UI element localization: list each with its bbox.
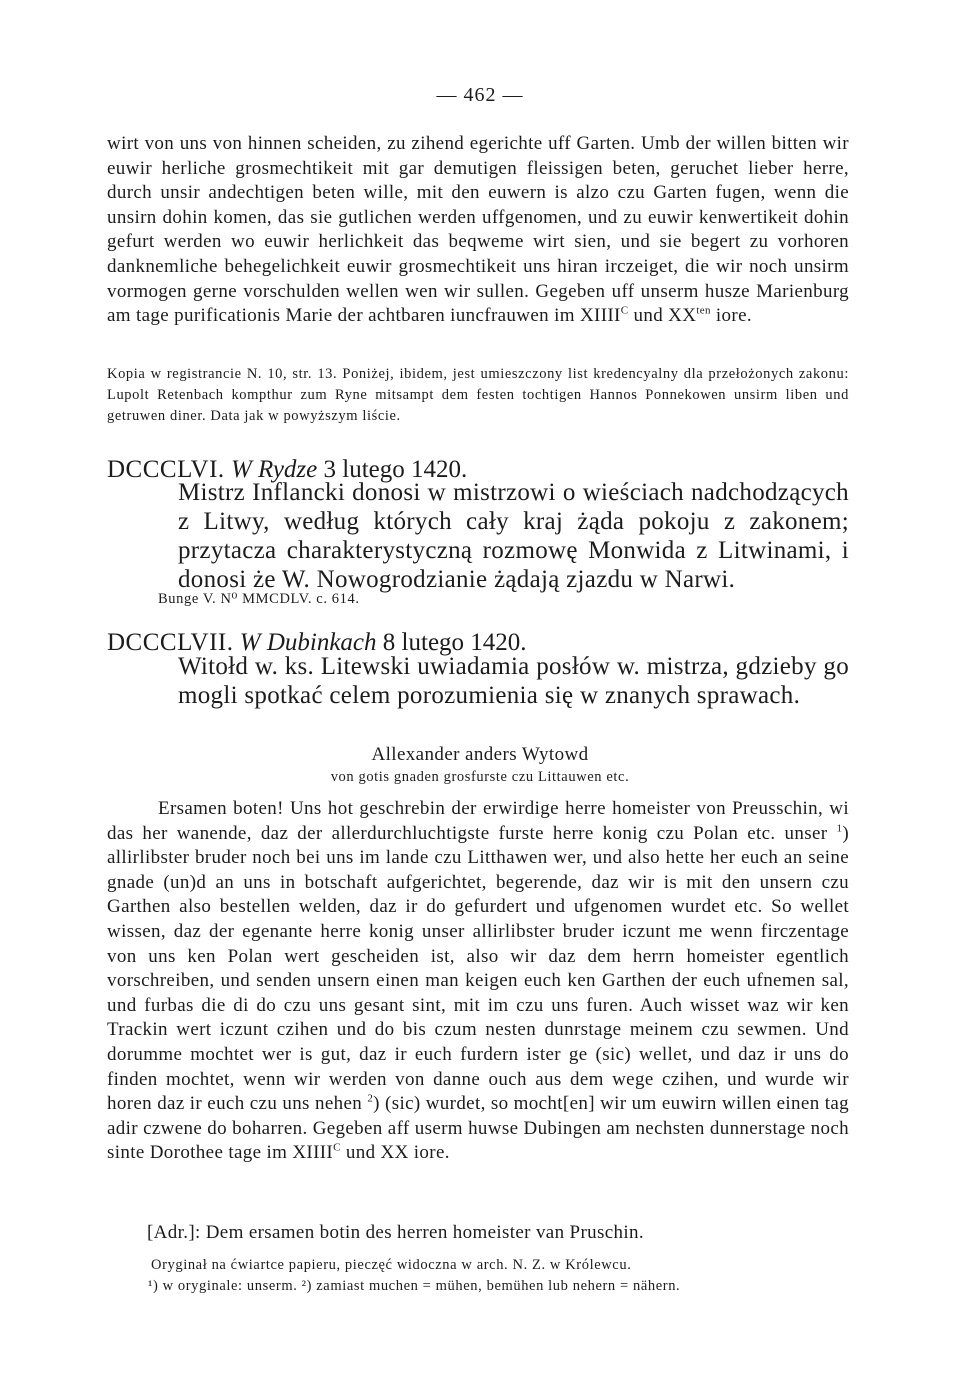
letter-body-text: Ersamen boten! Uns hot geschrebin der erwirdige herre homeister von Preusschin, wi das her wanende, daz der allerdurchluchtigste furste herre konig czu Polan etc. unser [107,798,849,844]
archival-note: Oryginał na ćwiartce papieru, pieczęć widoczna w arch. N. Z. w Królewcu. [151,1257,632,1273]
footnote-marker: 2 [367,1092,374,1105]
letter-continuation [107,132,849,329]
letter-continuation-text: wirt von uns von hinnen scheiden, zu zihend egerichte uff Garten. Umb der willen bitten wir euwir herliche grosmechtikeit mit gar demutigen fleissigen beten, geruchet lieber herre, durch unsir andechtigen beten wille, mit den euwern is alzo czu Garten fugen, wenn die unsirn dohin komen, das sie gutlichen werden uffgenomen, und zu euwir kenwertikeit dohin gefurt werden wo euwir herlichkeit das beqweme wirt sien, und sie begert zu vorhoren danknemliche behegelichkeit euwir grosmechtikeit uns hiran irczeiget, die wir noch unsirm vormogen gerne vorschulden wellen wen wir sullen. Gegeben uff unserm husze Marienburg am tage purificationis Marie der achtbaren iuncfrauwen im XIIII [107,133,849,327]
document-date: 3 lutego 1420. [323,456,468,483]
page-number: — 462 — [436,84,524,106]
letter-continuation-text-end: iore. [710,305,752,327]
sender-title: von gotis gnaden grosfurste czu Littauwen etc. [330,769,630,785]
footnote-marker: 1 [836,822,843,835]
editorial-note: Kopia w registrancie N. 10, str. 13. Poniżej, ibidem, jest umieszczony list kredencyalny dla przełożonych zakonu: Lupolt Retenbach kompthur zum Ryne mitsampt dem festen tochtigen Hannos Ponnekowen unsirm liben und getruwen diner. Data jak w powyższym liście. [107,366,849,424]
footnotes: ¹) w oryginale: unserm. ²) zamiast muchen = mühen, bemühen lub nehern = nähern. [148,1278,681,1294]
letter-body-text: ) (sic) wurdet, so mocht[en] wir um euwirn willen einen tag adir czwene do boharren. Gegeben aff userm huwse Dubingen am nechsten dunnerstage noch sinte Dorothee tage im XIIII [107,1093,849,1164]
letter-continuation-text-mid: und XX [628,305,697,327]
letter-body-text: ) allirlibster bruder noch bei uns im lande czu Litthawen wer, und also hette her euch an seine gnade (un)d an uns in botschaft aufgerichtet, begerende, daz wir is mit den unsern czu Garthen also bestellen welden, daz ir do gefurdert und ufgenomen wurdet etc. So wellet wissen, daz der egenante herre konig unser allirlibster bruder iczunt me wenn firczentage von uns ken Polan wert gescheiden ist, also wir daz dem herrn homeister egentlich vorschreiben, und senden unsern einen man keigen euch ken Garthen der euch ufnemen sal, und furbas die di do czu uns gesant sint, mit im czu uns furen. Auch wisset waz wir ken Trackin wert iczunt czihen und do bis czum nesten dunrstage meinem czu sewmen. Und dorumme mochtet wer is gut, daz ir euch furdern ister ge (sic) wellet, und daz ir uns do finden mochtet, wenn wir werden von danne ouch aus dem wege czihen, und wurde wir horen daz ir euch czu uns nehen [107,822,849,1115]
document-date: 8 lutego 1420. [382,629,527,656]
letter-body-text: und XX iore. [340,1142,450,1164]
document-place: W Dubinkach [239,629,377,656]
document-number: DCCCLVI. [107,456,225,483]
document-source-856: Bunge V. N⁰ MMCDLV. c. 614. [158,591,360,607]
superscript: C [620,304,629,317]
superscript: ten [696,304,711,317]
document-summary-857: Witołd w. ks. Litewski uwiadamia posłów w. mistrza, gdzieby go mogli spotkać celem porozumienia się w znanych sprawach. [178,653,849,709]
letter-body-857 [107,797,849,1166]
document-place: W Rydze [230,456,318,483]
sender-name: Allexander anders Wytowd [371,744,589,765]
letter-address: [Adr.]: Dem ersamen botin des herren homeister van Pruschin. [147,1222,644,1243]
document-number: DCCCLVII. [107,629,234,656]
superscript: C [333,1141,341,1154]
document-summary-856: Mistrz Inflancki donosi w mistrzowi o wieściach nadchodzących z Litwy, według których cały kraj żąda pokoju z zakonem; przytacza charakterystyczną rozmowę Monwida z Litwinami, i donosi że W. Nowogrodzianie żądają zjazdu w Narwi. [178,479,849,593]
